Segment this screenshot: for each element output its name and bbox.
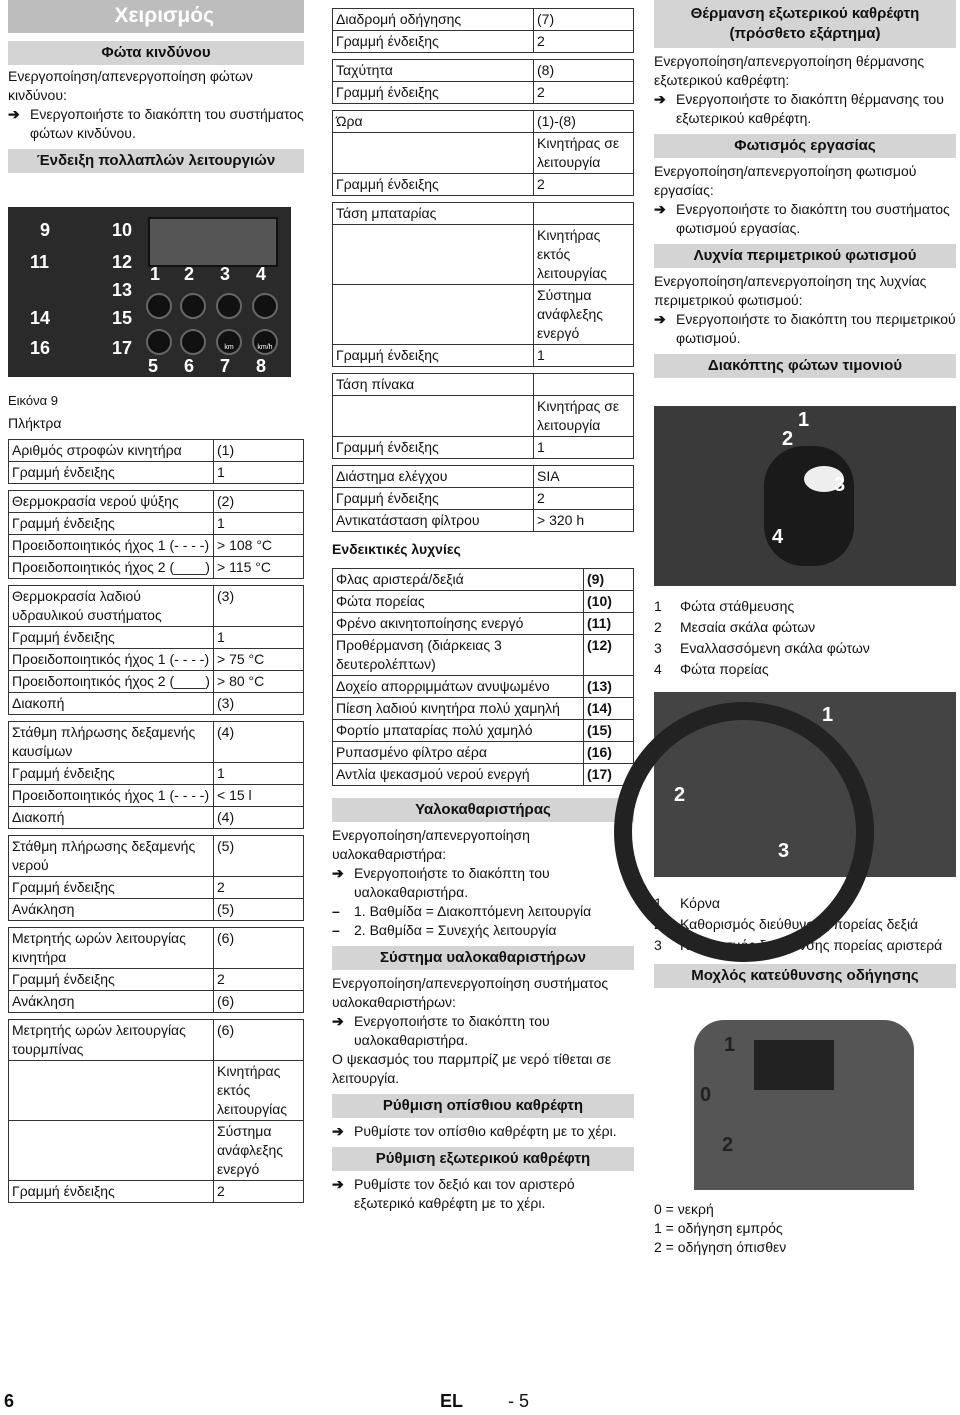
dash-display — [754, 1040, 834, 1090]
row-label: Γραμμή ένδειξης — [336, 84, 439, 100]
row-value: 1 — [534, 345, 634, 367]
indicator-row — [333, 635, 634, 676]
panel-number: 17 — [112, 338, 133, 358]
row-value: 2 — [534, 82, 634, 104]
list-number: 3 — [654, 640, 662, 656]
row-label: Προειδοποιητικός ήχος 1 (- - - -) — [9, 785, 214, 807]
panel-button[interactable] — [252, 293, 278, 319]
table-row — [9, 1181, 304, 1203]
panel-button[interactable] — [216, 293, 242, 319]
figure-title: Πλήκτρα — [8, 415, 62, 431]
section-page-number: - 5 — [508, 1391, 530, 1411]
row-value: (6) — [214, 991, 304, 1013]
row-label: Προειδοποιητικός ήχος 2 (____) — [12, 559, 210, 575]
panel-number: 5 — [148, 356, 159, 376]
indicator-label: Φρένο ακινητοποίησης ενεργό — [333, 613, 584, 635]
steering-wheel-shape — [614, 702, 874, 962]
row-label: Γραμμή ένδειξης — [9, 513, 214, 535]
row-value: (4) — [214, 807, 304, 829]
section-multi-display: Ένδειξη πολλαπλών λειτουργιών — [8, 149, 304, 173]
indicator-label: Φορτίο μπαταρίας πολύ χαμηλό — [333, 720, 584, 742]
row-label: Διακοπή — [12, 695, 65, 711]
row-value: 2 — [534, 174, 634, 196]
list-text: Εναλλασσόμενη σκάλα φώτων — [680, 640, 870, 656]
row-value: (7) — [534, 9, 634, 31]
row-label: Τάση μπαταρίας — [333, 203, 534, 225]
panel-button[interactable] — [180, 293, 206, 319]
section-washer: Σύστημα υαλοκαθαριστήρων — [332, 946, 634, 970]
table-row — [9, 440, 304, 462]
indicator-label: Προθέρμανση (διάρκειας 3 δευτερολέπτων) — [333, 635, 584, 676]
row-label: Τάση πίνακα — [333, 374, 534, 396]
row-value: (1) — [214, 440, 304, 462]
row-value: Σύστημα ανάφλεξης ενεργό — [534, 285, 634, 345]
list-number: 1 — [654, 895, 662, 911]
panel-number: 9 — [40, 220, 51, 240]
table-row — [333, 510, 634, 532]
table-row — [9, 899, 304, 921]
row-value: (3) — [214, 586, 304, 627]
row-label: Γραμμή ένδειξης — [336, 347, 439, 363]
panel-number: 12 — [112, 252, 133, 272]
row-value: 1 — [214, 627, 304, 649]
table-row — [333, 488, 634, 510]
row-value: (5) — [214, 836, 304, 877]
section-rear-mirror: Ρύθμιση οπίσθιου καθρέφτη — [332, 1094, 634, 1118]
row-label: Γραμμή ένδειξης — [12, 1183, 115, 1199]
photo3-num-1: 1 — [724, 1034, 736, 1056]
row-label: Γραμμή ένδειξης — [336, 176, 439, 192]
work-text: Ενεργοποίηση/απενεργοποίηση φωτισμού εργασίας: — [654, 163, 917, 198]
table-row — [333, 31, 634, 53]
row-label: Ταχύτητα — [333, 60, 534, 82]
section-work-lights: Φωτισμός εργασίας — [654, 134, 956, 158]
section-ext-mirror: Ρύθμιση εξωτερικού καθρέφτη — [332, 1147, 634, 1171]
row-value: < 15 l — [214, 785, 304, 807]
table-row — [333, 111, 634, 133]
ext-mirror-instruction: ➔ Ρυθμίστε τον δεξιό και τον αριστερό εξωτερικό καθρέφτη με το χέρι. — [332, 1176, 575, 1211]
panel-number: 2 — [184, 264, 195, 284]
list-item — [654, 638, 870, 659]
row-value — [534, 374, 634, 396]
beacon-text: Ενεργοποίηση/απενεργοποίηση της λυχνίας περιμετρικού φωτισμού: — [654, 273, 927, 308]
language-code: EL — [440, 1391, 464, 1411]
figure-caption: Εικόνα 9 — [8, 393, 58, 408]
row-value: Κινητήρας σε λειτουργία — [534, 133, 634, 174]
tables-col2 — [332, 8, 634, 532]
indicator-label: Δοχείο απορριμμάτων ανυψωμένο — [333, 676, 584, 698]
section-drive-lever: Μοχλός κατεύθυνσης οδήγησης — [654, 964, 956, 988]
table-row — [333, 437, 634, 459]
row-value: (5) — [214, 899, 304, 921]
table-row — [9, 586, 304, 627]
column-3 — [654, 0, 956, 1257]
list-text: Μεσαία σκάλα φώτων — [680, 619, 816, 635]
spec-table — [8, 490, 304, 579]
list-item — [654, 617, 870, 638]
table-row — [333, 203, 634, 225]
table-row — [333, 285, 634, 345]
wiper-step-1: – 1. Βαθμίδα = Διακοπτόμενη λειτουργία — [332, 903, 592, 919]
indicator-row — [333, 613, 634, 635]
list-number: 2 — [654, 619, 662, 635]
indicator-row — [333, 676, 634, 698]
photo1-num-4: 4 — [772, 526, 784, 548]
row-label: Γραμμή ένδειξης — [9, 877, 214, 899]
row-label: Προειδοποιητικός ήχος 1 (- - - -) — [9, 535, 214, 557]
indicator-row — [333, 764, 634, 786]
row-value: > 80 °C — [214, 671, 304, 693]
table-row — [9, 557, 304, 579]
hazard-instruction: ➔ Ενεργοποιήστε το διακόπτη του συστήματος φώτων κινδύνου. — [8, 106, 304, 141]
spec-table — [8, 439, 304, 484]
row-label: Προειδοποιητικός ήχος 1 (- - - -) — [9, 649, 214, 671]
panel-number: 6 — [184, 356, 195, 376]
row-value: 2 — [214, 877, 304, 899]
table-row — [9, 513, 304, 535]
row-label: Γραμμή ένδειξης — [9, 763, 214, 785]
row-value: 2 — [534, 31, 634, 53]
row-label: Ανάκληση — [12, 901, 75, 917]
photo2-num-2: 2 — [674, 784, 686, 806]
spec-table — [332, 59, 634, 104]
row-label: Γραμμή ένδειξης — [336, 439, 439, 455]
spec-table — [8, 927, 304, 1013]
indicator-number: (15) — [584, 720, 634, 742]
row-value: 1 — [214, 462, 304, 484]
drive-lever-photo — [654, 1000, 956, 1190]
indicator-number: (17) — [584, 764, 634, 786]
row-value: (6) — [214, 1020, 304, 1061]
row-label — [9, 1061, 214, 1121]
indicator-number: (16) — [584, 742, 634, 764]
section-beacon: Λυχνία περιμετρικού φωτισμού — [654, 244, 956, 268]
table-row — [9, 627, 304, 649]
spec-table — [332, 373, 634, 459]
table-row — [9, 877, 304, 899]
washer-instruction: ➔ Ενεργοποιήστε το διακόπτη του υαλοκαθαριστήρα. — [332, 1013, 550, 1048]
table-row — [333, 345, 634, 367]
row-value: (4) — [214, 722, 304, 763]
row-label: Μετρητής ωρών λειτουργίας κινητήρα — [9, 928, 214, 969]
photo3-num-2: 2 — [722, 1134, 734, 1156]
photo1-num-1: 1 — [798, 409, 810, 431]
indicator-number: (14) — [584, 698, 634, 720]
list-item — [654, 659, 870, 680]
row-label: Θερμοκρασία λαδιού υδραυλικού συστήματος — [9, 586, 214, 627]
row-value: > 108 °C — [214, 535, 304, 557]
table-row — [333, 396, 634, 437]
panel-number: 16 — [30, 338, 51, 358]
table-row — [333, 374, 634, 396]
spec-table — [8, 721, 304, 829]
photo1-num-3: 3 — [834, 474, 846, 496]
table-row — [9, 1121, 304, 1181]
light-switch-photo — [654, 406, 956, 586]
panel-number: 11 — [30, 252, 50, 272]
list-text: Φώτα στάθμευσης — [680, 598, 795, 614]
row-value: Κινητήρας εκτός λειτουργίας — [534, 225, 634, 285]
row-value: > 320 h — [534, 510, 634, 532]
indicator-label: Φλας αριστερά/δεξιά — [333, 569, 584, 591]
panel-number: 4 — [256, 264, 267, 284]
table-row — [9, 1061, 304, 1121]
indicator-lights-table — [332, 568, 634, 786]
lever-shape — [764, 446, 854, 566]
spec-table — [8, 585, 304, 715]
row-value: 1 — [214, 763, 304, 785]
row-value: 2 — [534, 488, 634, 510]
photo3-num-0: 0 — [700, 1084, 712, 1106]
row-label — [9, 1121, 214, 1181]
row-value: 2 — [214, 1181, 304, 1203]
column-2 — [332, 0, 634, 1213]
lever-forward: 1 = οδήγηση εμπρός — [654, 1220, 783, 1236]
wiper-text: Ενεργοποίηση/απενεργοποίηση υαλοκαθαριστήρα: — [332, 827, 530, 862]
photo1-num-2: 2 — [782, 428, 794, 450]
table-row — [9, 763, 304, 785]
photo2-num-3: 3 — [778, 840, 790, 862]
spec-table — [8, 835, 304, 921]
list-text: Φώτα πορείας — [680, 661, 769, 677]
tables-col1 — [8, 439, 304, 1203]
light-positions-list — [654, 596, 870, 680]
row-value: 2 — [214, 969, 304, 991]
washer-note: Ο ψεκασμός του παρμπρίζ με νερό τίθεται σε λειτουργία. — [332, 1051, 612, 1086]
spec-table — [332, 465, 634, 532]
table-row — [333, 60, 634, 82]
row-label: Αντικατάσταση φίλτρου — [336, 512, 480, 528]
row-value — [534, 203, 634, 225]
spec-table — [332, 110, 634, 196]
row-label: Μετρητής ωρών λειτουργίας τουρμπίνας — [9, 1020, 214, 1061]
row-label: Στάθμη πλήρωσης δεξαμενής καυσίμων — [9, 722, 214, 763]
wiper-instruction: ➔ Ενεργοποιήστε το διακόπτη του υαλοκαθαριστήρα. — [332, 865, 550, 900]
table-row — [9, 491, 304, 513]
row-label: Γραμμή ένδειξης — [333, 488, 534, 510]
row-label: Γραμμή ένδειξης — [12, 464, 115, 480]
indicator-row — [333, 720, 634, 742]
panel-button[interactable] — [216, 329, 242, 355]
table-row — [9, 649, 304, 671]
section-wiper: Υαλοκαθαριστήρας — [332, 798, 634, 822]
table-row — [9, 928, 304, 969]
row-label: Ώρα — [333, 111, 534, 133]
panel-button[interactable] — [146, 293, 172, 319]
indicator-number: (11) — [584, 613, 634, 635]
row-label: Προειδοποιητικός ήχος 2 (____) — [9, 671, 214, 693]
wiper-step-2: – 2. Βαθμίδα = Συνεχής λειτουργία — [332, 922, 557, 938]
list-text: Καθορισμός διεύθυνσης πορείας δεξιά — [680, 916, 919, 932]
section-hazard-lights: Φώτα κινδύνου — [8, 41, 304, 65]
indicator-lights-title: Ενδεικτικές λυχνίες — [332, 541, 461, 557]
table-row — [333, 82, 634, 104]
spec-table — [8, 1019, 304, 1203]
rear-mirror-instruction: ➔ Ρυθμίστε τον οπίσθιο καθρέφτη με το χέρι. — [332, 1123, 617, 1139]
lever-reverse: 2 = οδήγηση όπισθεν — [654, 1239, 787, 1255]
work-instruction: ➔ Ενεργοποιήστε το διακόπτη του συστήματος φωτισμού εργασίας. — [654, 201, 950, 236]
list-text: Κόρνα — [680, 895, 721, 911]
row-label: Διάστημα ελέγχου — [333, 466, 534, 488]
indicator-number: (12) — [584, 635, 634, 676]
beacon-instruction: ➔ Ενεργοποιήστε το διακόπτη του περιμετρικού φωτισμού. — [654, 311, 956, 346]
row-value: > 115 °C — [214, 557, 304, 579]
panel-number: 14 — [30, 308, 51, 328]
panel-number: 7 — [220, 356, 231, 376]
panel-number: 8 — [256, 356, 267, 376]
section-mirror-heating: Θέρμανση εξωτερικού καθρέφτη (πρόσθετο εξάρτημα) — [654, 0, 956, 48]
table-row — [9, 807, 304, 829]
steering-wheel-photo — [654, 692, 956, 877]
row-value: Σύστημα ανάφλεξης ενεργό — [214, 1121, 304, 1181]
indicator-label: Ρυπασμένο φίλτρο αέρα — [333, 742, 584, 764]
indicator-row — [333, 591, 634, 613]
table-row — [9, 991, 304, 1013]
list-number: 3 — [654, 937, 662, 953]
table-row — [333, 174, 634, 196]
page-title: Χειρισμός — [8, 0, 304, 33]
panel-button[interactable] — [252, 329, 278, 355]
photo2-num-1: 1 — [822, 704, 834, 726]
list-number: 4 — [654, 661, 662, 677]
row-label: Αριθμός στροφών κινητήρα — [9, 440, 214, 462]
row-label: Θερμοκρασία νερού ψύξης — [9, 491, 214, 513]
row-value: Κινητήρας σε λειτουργία — [534, 396, 634, 437]
table-row — [333, 133, 634, 174]
page-number: 6 — [4, 1391, 15, 1411]
row-value: (8) — [534, 60, 634, 82]
table-row — [9, 785, 304, 807]
table-row — [9, 836, 304, 877]
row-label — [333, 133, 534, 174]
table-row — [9, 722, 304, 763]
panel-number: 1 — [150, 264, 161, 284]
panel-number: 3 — [220, 264, 231, 284]
indicator-number: (10) — [584, 591, 634, 613]
row-value: (3) — [214, 693, 304, 715]
panel-button[interactable] — [146, 329, 172, 355]
indicator-number: (13) — [584, 676, 634, 698]
arrow-right-icon: ➔ — [8, 106, 20, 122]
button-label: km/h — [257, 344, 273, 351]
spec-table — [332, 8, 634, 53]
panel-number: 15 — [112, 308, 133, 328]
row-label: Διακοπή — [12, 809, 65, 825]
table-row — [9, 693, 304, 715]
heat-instruction: ➔ Ενεργοποιήστε το διακόπτη θέρμανσης του εξωτερικού καθρέφτη. — [654, 91, 944, 126]
lcd-screen — [148, 217, 278, 267]
indicator-label: Πίεση λαδιού κινητήρα πολύ χαμηλή — [333, 698, 584, 720]
row-label — [333, 396, 534, 437]
list-item — [654, 596, 870, 617]
section-steering-lights: Διακόπτης φώτων τιμονιού — [654, 354, 956, 378]
row-label — [333, 225, 534, 285]
table-row — [333, 225, 634, 285]
table-row — [333, 9, 634, 31]
hazard-text: Ενεργοποίηση/απενεργοποίηση φώτων κινδύνου: — [8, 68, 253, 103]
washer-text: Ενεργοποίηση/απενεργοποίηση συστήματος υαλοκαθαριστήρων: — [332, 975, 609, 1010]
indicator-row — [333, 742, 634, 764]
list-number: 1 — [654, 598, 662, 614]
panel-button[interactable] — [180, 329, 206, 355]
table-row — [9, 671, 304, 693]
row-value: (2) — [214, 491, 304, 513]
indicator-number: (9) — [584, 569, 634, 591]
display-panel-image — [8, 207, 291, 377]
row-value: SIA — [534, 466, 634, 488]
button-label: km — [224, 344, 234, 351]
row-value: Κινητήρας εκτός λειτουργίας — [214, 1061, 304, 1121]
panel-number: 13 — [112, 280, 133, 300]
row-label: Στάθμη πλήρωσης δεξαμενής νερού — [9, 836, 214, 877]
row-label — [333, 285, 534, 345]
column-1 — [8, 0, 304, 1203]
lever-neutral: 0 = νεκρή — [654, 1201, 714, 1217]
row-label: Ανάκληση — [12, 993, 75, 1009]
indicator-row — [333, 569, 634, 591]
table-row — [333, 466, 634, 488]
indicator-label: Αντλία ψεκασμού νερού ενεργή — [333, 764, 584, 786]
row-label: Γραμμή ένδειξης — [9, 969, 214, 991]
spec-table — [332, 202, 634, 367]
table-row — [9, 462, 304, 484]
row-label: Γραμμή ένδειξης — [9, 627, 214, 649]
table-row — [9, 1020, 304, 1061]
heat-text: Ενεργοποίηση/απενεργοποίηση θέρμανσης εξωτερικού καθρέφτη: — [654, 53, 925, 88]
indicator-row — [333, 698, 634, 720]
row-label: Διαδρομή οδήγησης — [333, 9, 534, 31]
table-row — [9, 969, 304, 991]
panel-number: 10 — [112, 220, 133, 240]
row-label: Γραμμή ένδειξης — [336, 33, 439, 49]
list-text: Καθορισμός διεύθυνσης πορείας αριστερά — [680, 937, 943, 953]
row-value: 1 — [534, 437, 634, 459]
list-number: 2 — [654, 916, 662, 932]
row-value: (6) — [214, 928, 304, 969]
row-value: (1)-(8) — [534, 111, 634, 133]
indicator-label: Φώτα πορείας — [333, 591, 584, 613]
row-value: > 75 °C — [214, 649, 304, 671]
table-row — [9, 535, 304, 557]
row-value: 1 — [214, 513, 304, 535]
